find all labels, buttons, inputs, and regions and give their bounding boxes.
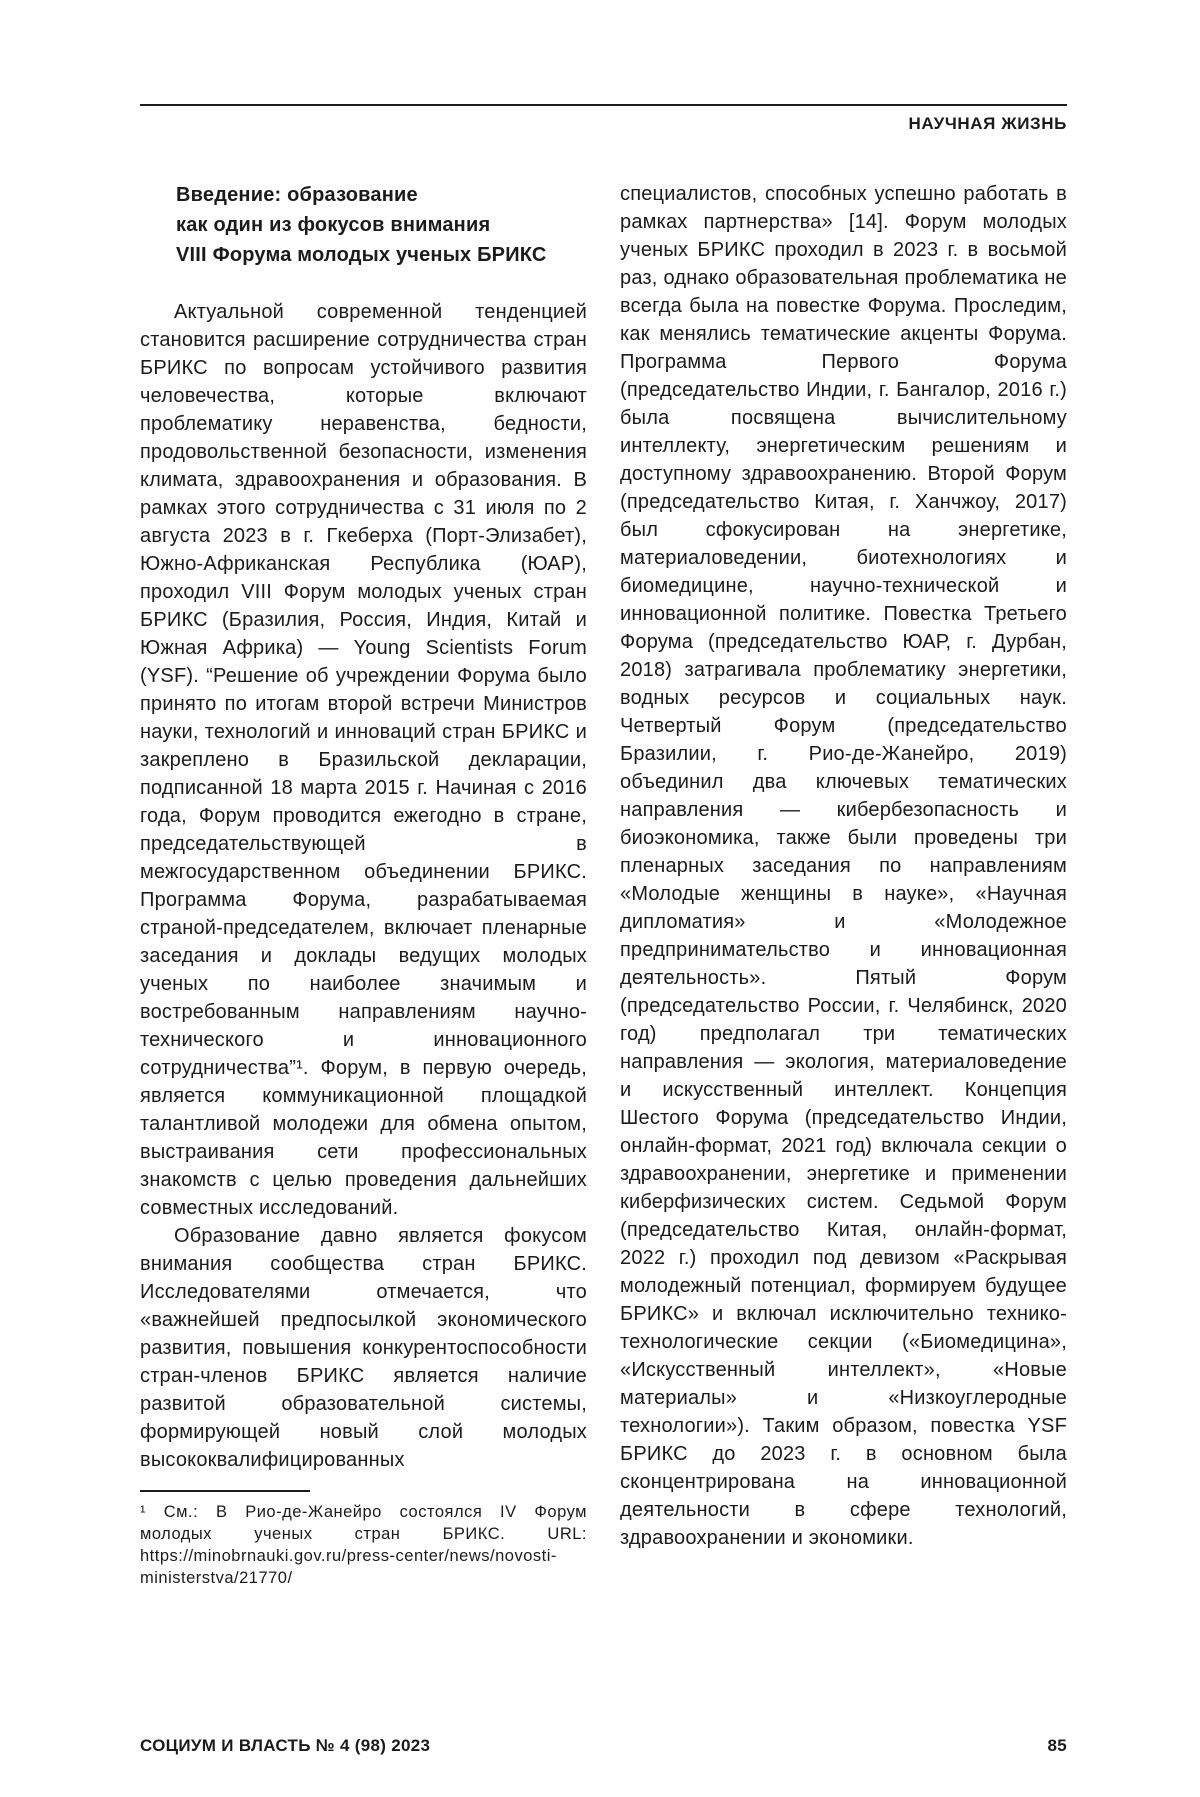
right-column (620, 180, 1067, 1589)
page-content (140, 0, 1067, 1797)
content-columns (140, 180, 1067, 1589)
paragraph-intro: Актуальной современной тенденцией становится расширение сотрудничества стран БРИКС по вопросам устойчивого развития человечества, которые включают проблематику неравенства, бедности, продовольственной безопасности, изменения климата, здравоохранения и образования. В рамках этого сотрудничества с 31 июля по 2 августа 2023 в г. Гкеберха (Порт-Элизабет), Южно-Африканская Республика (ЮАР), проходил VIII Форум молодых ученых стран БРИКС (Бразилия, Россия, Индия, Китай и Южная Африка) — Young Scientists Forum (YSF). “Решение об учреждении Форума было принято по итогам второй встречи Министров науки, технологий и инноваций стран БРИКС и закреплено в Бразильской декларации, подписанной 18 марта 2015 г. Начиная с 2016 года, Форум проводится ежегодно в стране, председательствующей в межгосударственном объединении БРИКС. Программа Форума, разрабатываемая страной-председателем, включает пленарные заседания и доклады ведущих молодых ученых по наиболее значимым и востребованным направлениям научно-технического и инновационного сотрудничества”¹. Форум, в первую очередь, является коммуникационной площадкой талантливой молодежи для обмена опытом, выстраивания сети профессиональных знакомств с целью проведения дальнейших совместных исследований. (140, 301, 587, 1219)
paragraph-forums-history: специалистов, способных успешно работать в рамках партнерства» [14]. Форум молодых ученых БРИКС проходил в 2023 г. в восьмой раз, однако образовательная проблематика не всегда была на повестке Форума. Проследим, как менялись тематические акценты Форума. Программа Первого Форума (председательство Индии, г. Бангалор, 2016 г.) была посвящена вычислительному интеллекту, энергетическим решениям и доступному здравоохранению. Второй Форум (председательство Китая, г. Ханчжоу, 2017) был сфокусирован на энергетике, материаловедении, биотехнологиях и биомедицине, научно-технической и инновационной политике. Повестка Третьего Форума (председательство ЮАР, г. Дурбан, 2018) затрагивала проблематику энергетики, водных ресурсов и социальных наук. Четвертый Форум (председательство Бразилии, г. Рио-де-Жанейро, 2019) объединил два ключевых тематических направления — кибербезопасность и биоэкономика, также были проведены три пленарных заседания по направлениям «Молодые женщины в науке», «Научная дипломатия» и «Молодежное предпринимательство и инновационная деятельность». Пятый Форум (председательство России, г. Челябинск, 2020 год) предполагал три тематических направления — экология, материаловедение и искусственный интеллект. Концепция Шестого Форума (председательство Индии, онлайн-формат, 2021 год) включала секции о здравоохранении, энергетике и применении киберфизических систем. Седьмой Форум (председательство Китая, онлайн-формат, 2022 г.) проходил под девизом «Раскрывая молодежный потенциал, формируем будущее БРИКС» и включал исключительно технико-технологические секции («Биомедицина», «Искусственный интеллект», «Новые материалы» и «Низкоуглеродные технологии»). Таким образом, повестка YSF БРИКС до 2023 г. в основном была сконцентрирована на инновационной деятельности в сфере технологий, здравоохранении и экономики. (620, 183, 1067, 1549)
journal-title: СОЦИУМ И ВЛАСТЬ № 4 (98) 2023 (140, 1736, 431, 1755)
left-column (140, 180, 587, 1589)
running-head: НАУЧНАЯ ЖИЗНЬ (908, 114, 1067, 133)
article-heading: Введение: образование как один из фокусов внимания VIII Форума молодых ученых БРИКС (176, 184, 547, 266)
header-rule (140, 104, 1067, 106)
footnote-block (140, 1490, 587, 1589)
footnote-text: ¹ См.: В Рио-де-Жанейро состоялся IV Форум молодых ученых стран БРИКС. URL: https://minobrnauki.gov.ru/press-center/news/novosti-ministerstva/21770/ (140, 1503, 587, 1587)
page-number: 85 (1047, 1736, 1067, 1755)
paragraph-education: Образование давно является фокусом внимания сообщества стран БРИКС. Исследователями отмечается, что «важнейшей предпосылкой экономического развития, повышения конкурентоспособности стран-членов БРИКС является наличие развитой образовательной системы, формирующей новый слой молодых высококвалифицированных (140, 1225, 587, 1471)
footnote-divider (140, 1490, 310, 1492)
page-footer (140, 1736, 1067, 1756)
